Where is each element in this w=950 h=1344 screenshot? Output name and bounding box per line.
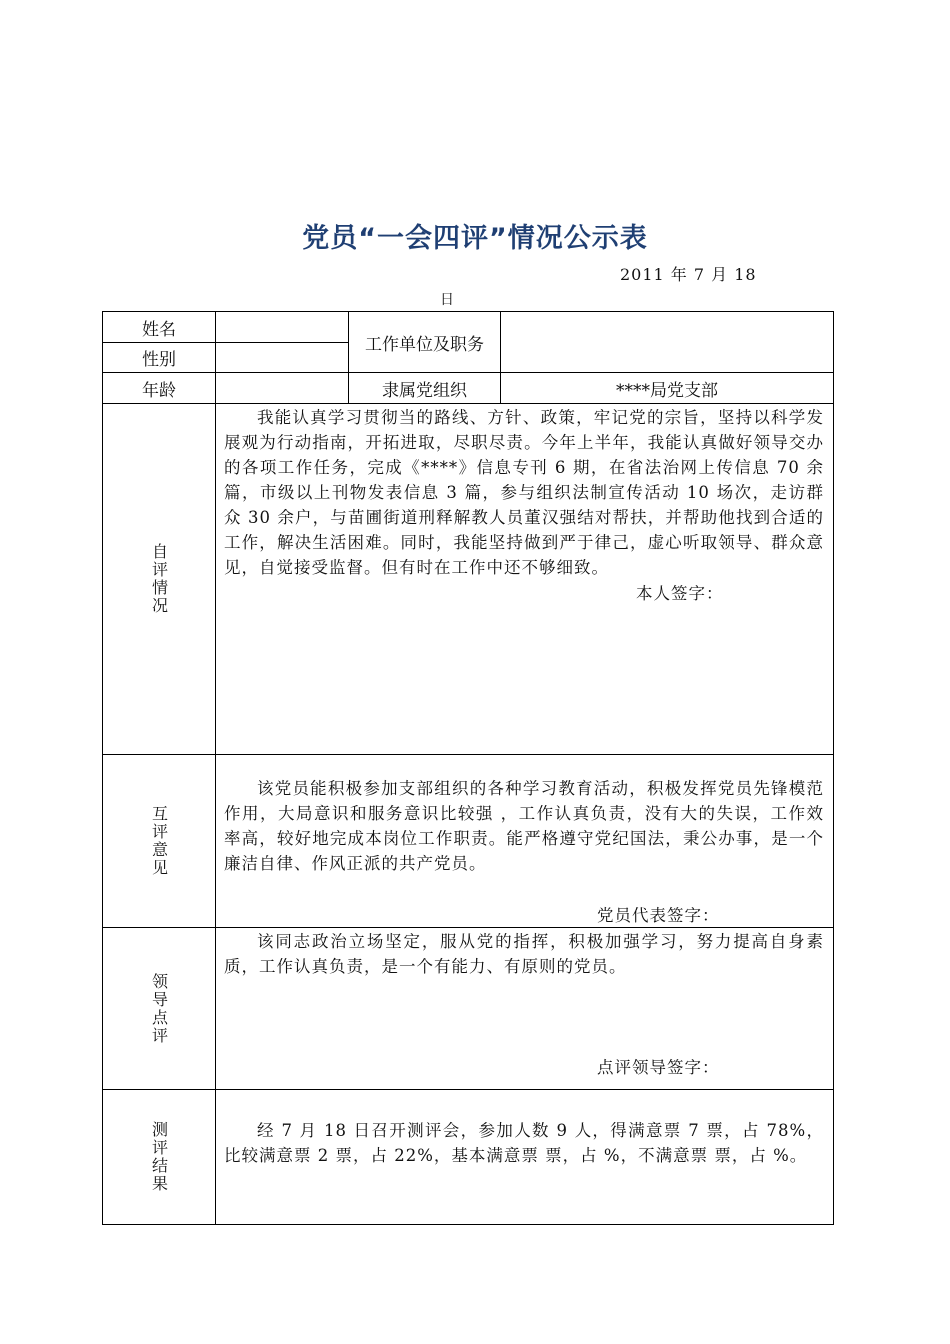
date: 2011 年 7 月 18 — [620, 265, 757, 284]
gender-label: 性别 — [142, 350, 176, 370]
result-text: 经 7 月 18 日召开测评会，参加人数 9 人，得满意票 7 票，占 78%，比较满意票 2 票，占 22%，基本满意票 票，占 %，不满意票 票，占 %。 — [224, 1121, 824, 1165]
peer-eval-text: 该党员能积极参加支部组织的各种学习教育活动，积极发挥党员先锋模范作用，大局意识和服务意识比较强 ，工作认真负责，没有大的失误，工作效率高，较好地完成本岗位工作职责。能严格遵守党纪国法，秉公办事，是一个廉洁自律、作风正派的共产党员。 — [224, 779, 824, 873]
member-rep-signature-label: 党员代表签字： — [597, 906, 720, 925]
self-eval-text: 我能认真学习贯彻当的路线、方针、政策，牢记党的宗旨，坚持以科学发展观为行动指南，开拓进取，尽职尽责。今年上半年，我能认真做好领导交办的各项工作任务，完成《****》信息专刊 6 期，在省法治网上传信息 70 余篇，市级以上刊物发表信息 3 篇，参与组织法制宣传活动 10 场次，走访群众 30 余户，与苗圃街道刑释解教人员董汉强结对帮扶，并帮助他找到合适的工作，解决生活困难。同时，我能坚持做到严于律己，虚心听取领导、群众意见，自觉接受监督。但有时在工作中还不够细致。 — [224, 408, 824, 577]
evaluation-form-table — [102, 311, 834, 1225]
gender-field[interactable] — [216, 343, 348, 372]
page-title: 党员“一会四评”情况公示表 — [302, 223, 648, 254]
peer-eval-label: 互评意见 — [149, 805, 169, 877]
name-label: 姓名 — [142, 319, 176, 340]
age-label: 年龄 — [142, 380, 176, 401]
leader-eval-label: 领导点评 — [149, 972, 169, 1045]
party-org-label: 隶属党组织 — [382, 380, 467, 401]
date-day-suffix: 日 — [440, 292, 454, 308]
self-signature-label: 本人签字： — [636, 584, 724, 603]
party-org-value: ****局党支部 — [616, 380, 718, 401]
unit-position-field[interactable] — [501, 312, 833, 372]
unit-position-label: 工作单位及职务 — [365, 334, 484, 355]
leader-eval-text: 该同志政治立场坚定，服从党的指挥，积极加强学习，努力提高自身素质，工作认真负责，是一个有能力、有原则的党员。 — [224, 932, 824, 976]
leader-signature-label: 点评领导签字： — [597, 1058, 720, 1077]
self-eval-label: 自评情况 — [149, 543, 169, 615]
name-field[interactable] — [216, 312, 348, 342]
age-field[interactable] — [216, 373, 348, 403]
result-label: 测评结果 — [149, 1121, 169, 1193]
